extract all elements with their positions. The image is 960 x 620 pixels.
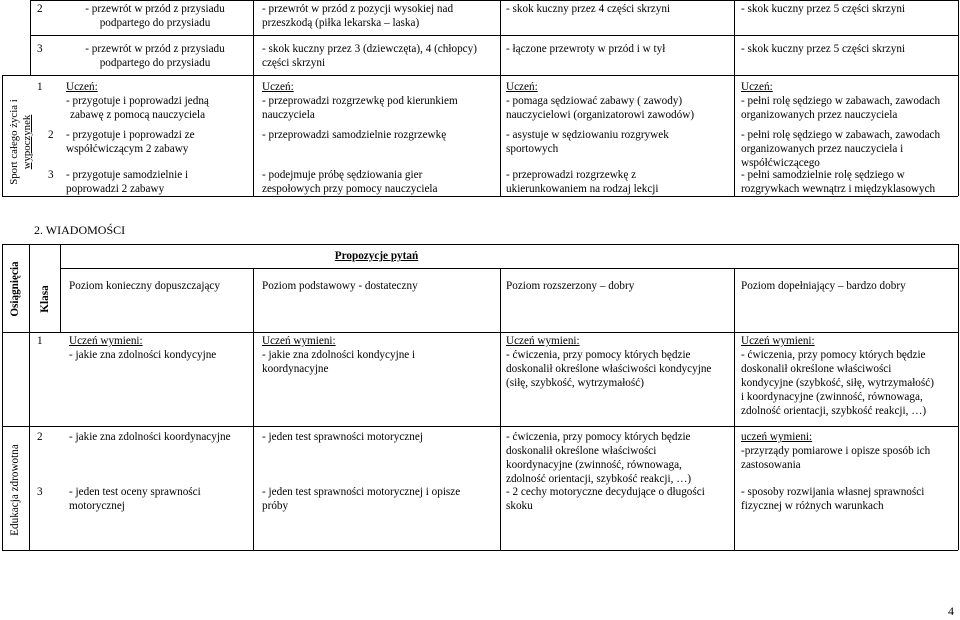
- cell-level-3: Uczeń wymieni: - ćwiczenia, przy pomocy których będzie doskonalił określone właściwości kondycyjne (siłę, szybkość, wytrzymałość): [506, 335, 712, 389]
- cell-level-3: - skok kuczny przez 4 części skrzyni: [506, 3, 671, 15]
- cell-level-4: Uczeń wymieni: - ćwiczenia, przy pomocy których będzie doskonalił określone właściwości kondycyjne (szybkość, siłę, wytrzymałość) i koordynacyjne (zwinność, równowaga, zdolność orientacji, szybkość reakcji, …): [741, 335, 934, 417]
- cell-level-1: - przewrót w przód z przysiadu podpartego do przysiadu: [85, 3, 225, 29]
- cell-level-4: - skok kuczny przez 5 części skrzyni: [741, 3, 906, 15]
- cell-level-1: - jakie zna zdolności koordynacyjne: [69, 431, 231, 443]
- row-number: 1: [37, 81, 43, 93]
- cell-level-3: - 2 cechy motoryczne decydujące o długości skoku: [506, 486, 705, 512]
- cell-level-4: - skok kuczny przez 5 części skrzyni: [741, 43, 906, 55]
- cell-level-4: - pełni samodzielnie rolę sędziego w rozgrywkach wewnątrz i międzyklasowych: [741, 169, 936, 195]
- achievements-label: Osiągnięcia: [9, 261, 21, 317]
- row-number: 3: [37, 43, 43, 55]
- cell-level-2: - jeden test sprawności motorycznej: [262, 431, 423, 443]
- cell-level-2: - jeden test sprawności motorycznej i opisze próby: [262, 486, 461, 512]
- table-title: Propozycje pytań: [334, 250, 419, 262]
- cell-level-2: Uczeń: - przeprowadzi rozgrzewkę pod kierunkiem nauczyciela: [262, 81, 458, 121]
- class-label: Klasa: [39, 285, 51, 313]
- cell-level-1: - przygotuje samodzielnie i poprowadzi 2 zabawy: [66, 169, 189, 195]
- cell-level-2: Uczeń wymieni: - jakie zna zdolności kondycyjne i koordynacyjne: [262, 335, 416, 375]
- row-number: 2: [37, 3, 43, 15]
- row-number: 3: [48, 169, 54, 181]
- cell-level-3: Uczeń: - pomaga sędziować zabawy ( zawody) nauczycielowi (organizatorowi zawodów): [506, 81, 695, 121]
- sport-side-label: Sport całego życia i wypoczynek: [8, 99, 33, 185]
- cell-level-4: uczeń wymieni: -przyrządy pomiarowe i opisze sposób ich zastosowania: [741, 431, 931, 471]
- row-number: 3: [37, 486, 43, 498]
- cell-level-3: - asystuje w sędziowaniu rozgrywek sportowych: [506, 129, 669, 155]
- cell-level-3: - łączone przewroty w przód i w tył: [506, 43, 666, 55]
- health-education-label: Edukacja zdrowotna: [9, 444, 21, 536]
- cell-level-2: - przewrót w przód z pozycji wysokiej nad przeszkodą (piłka lekarska – laska): [262, 3, 454, 29]
- row-number: 2: [37, 431, 43, 443]
- cell-level-1: Uczeń: - przygotuje i poprowadzi jedną zabawę z pomocą nauczyciela: [66, 81, 209, 121]
- section-heading: 2. WIADOMOŚCI: [34, 223, 126, 237]
- level-header-2: Poziom podstawowy - dostateczny: [262, 280, 418, 292]
- cell-level-1: - przewrót w przód z przysiadu podpartego do przysiadu: [85, 43, 225, 69]
- cell-level-1: - przygotuje i poprowadzi ze współćwiczącym 2 zabawy: [66, 129, 195, 155]
- cell-level-3: - ćwiczenia, przy pomocy których będzie doskonalił określone właściwości koordynacyjne (zwinność, równowaga, zdolność orientacji, szybkość reakcji, …): [506, 431, 692, 485]
- cell-level-4: - pełni rolę sędziego w zabawach, zawodach organizowanych przez nauczyciela i współćwiczącego: [741, 129, 941, 169]
- level-header-4: Poziom dopełniający – bardzo dobry: [741, 280, 906, 292]
- cell-level-2: - skok kuczny przez 3 (dziewczęta), 4 (chłopcy) części skrzyni: [262, 43, 477, 69]
- cell-level-1: Uczeń wymieni: - jakie zna zdolności kondycyjne: [69, 335, 217, 361]
- cell-level-1: - jeden test oceny sprawności motorycznej: [69, 486, 201, 512]
- page-number: 4: [948, 604, 954, 618]
- row-number: 2: [48, 129, 54, 141]
- level-header-1: Poziom konieczny dopuszczający: [69, 280, 220, 292]
- cell-level-4: - sposoby rozwijania własnej sprawności fizycznej w różnych warunkach: [741, 486, 925, 512]
- cell-level-4: Uczeń: - pełni rolę sędziego w zabawach, zawodach organizowanych przez nauczyciela: [741, 81, 941, 121]
- level-header-3: Poziom rozszerzony – dobry: [506, 280, 635, 292]
- cell-level-2: - przeprowadzi samodzielnie rozgrzewkę: [262, 129, 447, 141]
- cell-level-2: - podejmuje próbę sędziowania gier zespołowych przy pomocy nauczyciela: [262, 169, 438, 195]
- row-number: 1: [37, 335, 43, 347]
- cell-level-3: - przeprowadzi rozgrzewkę z ukierunkowaniem na rodzaj lekcji: [506, 169, 659, 195]
